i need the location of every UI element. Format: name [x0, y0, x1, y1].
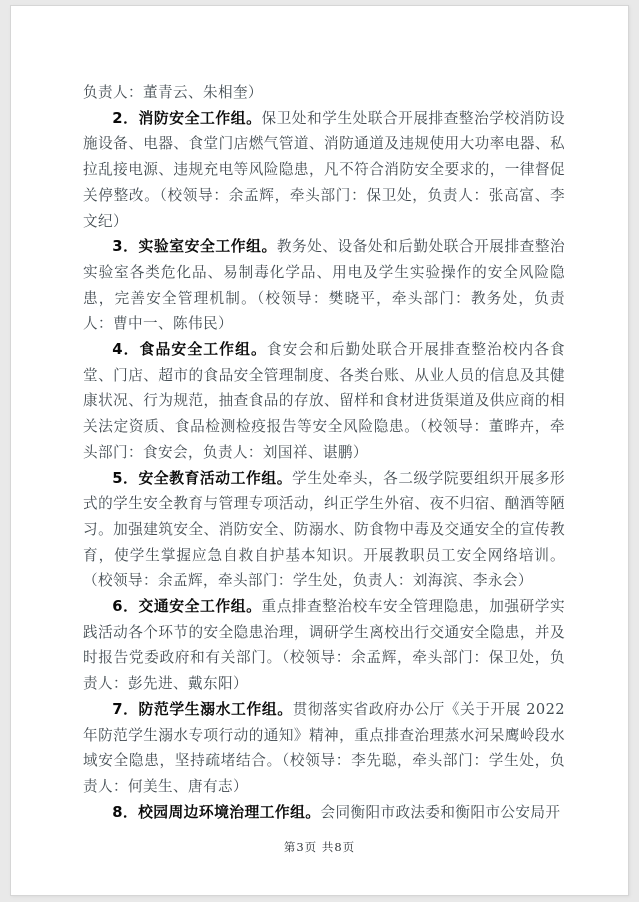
- document-page: [10, 5, 629, 896]
- section-paragraph: [83, 337, 565, 466]
- document-body: [83, 80, 565, 825]
- section-body: 会同衡阳市政法委和衡阳市公安局开: [320, 803, 561, 821]
- section-heading: [112, 110, 261, 127]
- page-number-footer: 第3页 共8页: [283, 840, 356, 854]
- section-body: 保卫处和学生处联合开展排查整治学校消防设施设备、电器、食堂门店燃气管道、消防通道及违规使用大功率电器、私拉乱接电源、违规充电等风险隐患，凡不符合消防安全要求的，一律督促关停整改。（校领导：余孟辉，牵头部门：保卫处，负责人：张高富、李文纪）: [83, 109, 565, 230]
- section-paragraph: [83, 106, 565, 235]
- paragraph-continuation: [83, 80, 565, 106]
- section-heading: [112, 238, 277, 255]
- section-heading: [112, 701, 293, 718]
- section-paragraph: [83, 466, 565, 595]
- section-title: 实验室安全工作组。: [138, 238, 277, 256]
- section-body: 学生处牵头，各二级学院要组织开展多形式的学生安全教育与管理专项活动，纠正学生外宿、夜不归宿、酗酒等陋习。加强建筑安全、消防安全、防溺水、防食物中毒及交通安全的宣传教育，使学生掌握应急自救自护基本知识。开展教职员工安全网络培训。（校领导：余孟辉，牵头部门：学生处，负责人：刘海滨、李永会）: [83, 469, 565, 590]
- section-number: 7．: [112, 700, 139, 718]
- section-body: 教务处、设备处和后勤处联合开展排查整治实验室各类危化品、易制毒化学品、用电及学生实验操作的安全风险隐患，完善安全管理机制。（校领导：樊晓平，牵头部门：教务处，负责人：曹中一、陈伟民）: [83, 238, 565, 333]
- section-title: 食品安全工作组。: [139, 341, 267, 359]
- section-title: 安全教育活动工作组。: [138, 469, 293, 487]
- section-title: 交通安全工作组。: [138, 598, 262, 616]
- section-title: 校园周边环境治理工作组。: [138, 803, 321, 821]
- section-body: 贯彻落实省政府办公厅《关于开展 2022 年防范学生溺水专项行动的通知》精神，重点排查治理蒸水河呆鹰岭段水域安全隐患，坚持疏堵结合。（校领导：李先聪，牵头部门：学生处，负责人：何美生、唐有志）: [83, 700, 565, 795]
- section-body: 重点排查整治校车安全管理隐患，加强研学实践活动各个环节的安全隐患治理，调研学生离校出行交通安全隐患，并及时报告党委政府和有关部门。（校领导：余孟辉，牵头部门：保卫处，负责人：彭先进、戴东阳）: [83, 598, 565, 693]
- section-paragraph: [83, 800, 565, 826]
- section-heading: [112, 804, 320, 821]
- section-number: 8．: [112, 803, 139, 821]
- section-body: 食安会和后勤处联合开展排查整治校内各食堂、门店、超市的食品安全管理制度、各类台账、从业人员的信息及其健康状况、行为规范，抽查食品的存放、留样和食材进货渠道及供应商的相关法定资质、食品检测检疫报告等安全风险隐患。（校领导：董晔卉，牵头部门：食安会，负责人：刘国祥、谌鹏）: [83, 341, 565, 461]
- section-paragraph: [83, 697, 565, 800]
- section-title: 防范学生溺水工作组。: [138, 700, 293, 718]
- section-number: 2．: [112, 109, 139, 127]
- section-number: 6．: [112, 598, 139, 616]
- section-paragraph: [83, 234, 565, 337]
- section-number: 5．: [112, 469, 139, 487]
- section-number: 3．: [112, 238, 139, 256]
- section-title: 消防安全工作组。: [138, 109, 262, 127]
- section-number: 4．: [112, 341, 140, 359]
- section-paragraph: [83, 594, 565, 697]
- continuation-text: 负责人：董青云、朱相奎）: [83, 84, 263, 101]
- section-heading: [112, 598, 261, 615]
- section-heading: [112, 470, 292, 487]
- section-heading: [112, 341, 267, 358]
